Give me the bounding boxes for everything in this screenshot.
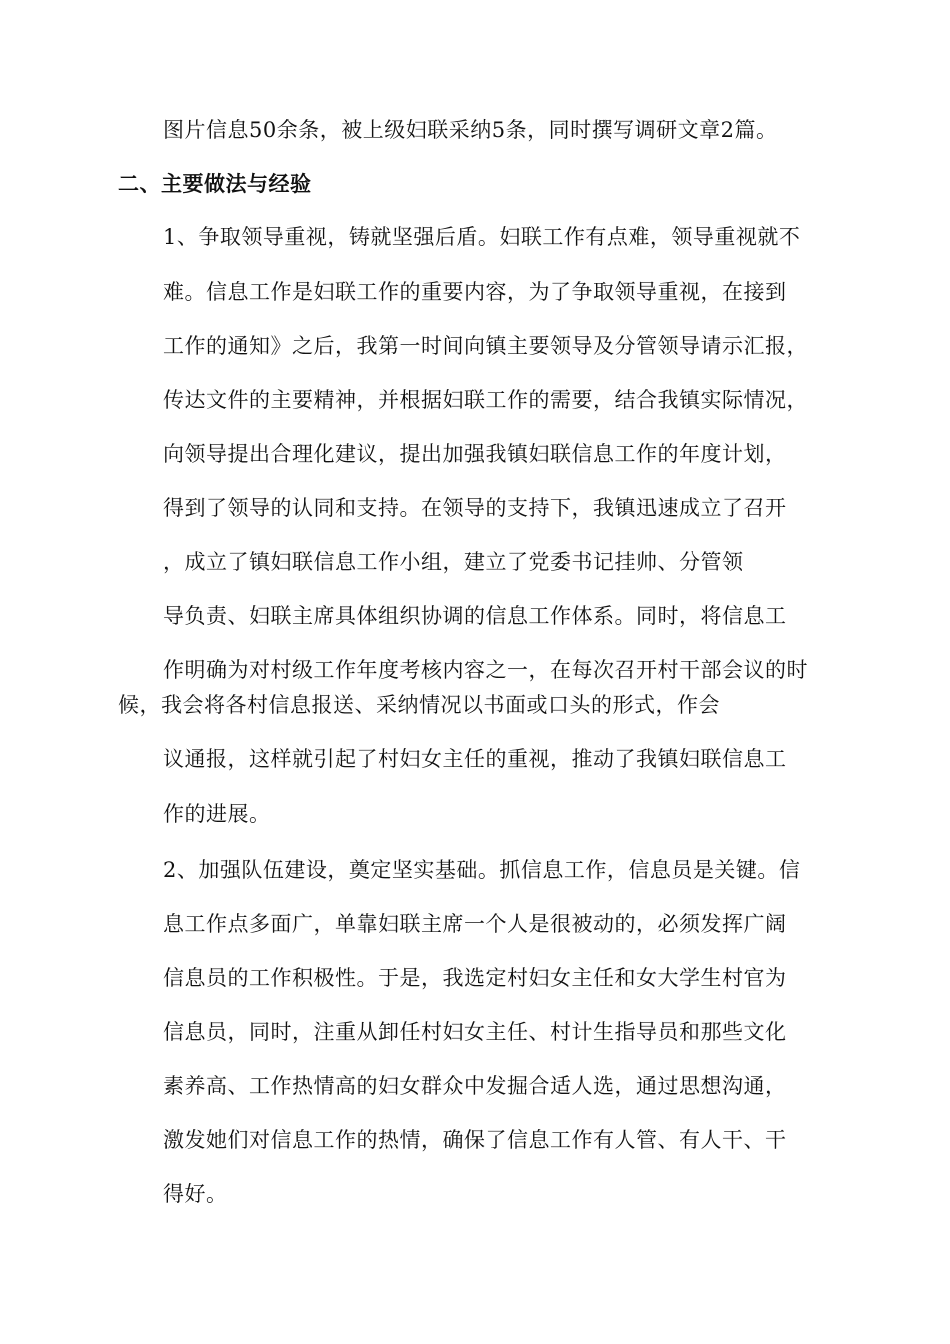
text-line-13: 议通报，这样就引起了村妇女主任的重视，推动了我镇妇联信息工 — [163, 747, 787, 771]
text-line-3: 1、争取领导重视，铸就坚强后盾。妇联工作有点难，领导重视就不 — [163, 225, 801, 249]
text-line-10: 导负责、妇联主席具体组织协调的信息工作体系。同时，将信息工 — [163, 604, 787, 628]
text-line-6: 传达文件的主要精神，并根据妇联工作的需要，结合我镇实际情况， — [163, 388, 808, 412]
text-line-7: 向领导提出合理化建议，提出加强我镇妇联信息工作的年度计划， — [163, 442, 787, 466]
text-line-12: 候，我会将各村信息报送、采纳情况以书面或口头的形式，作会 — [118, 693, 720, 717]
text-line-19: 素养高、工作热情高的妇女群众中发掘合适人选，通过思想沟通， — [163, 1074, 787, 1098]
text-line-20: 激发她们对信息工作的热情，确保了信息工作有人管、有人干、干 — [163, 1128, 787, 1152]
text-line-16: 息工作点多面广，单靠妇联主席一个人是很被动的，必须发挥广阔 — [163, 912, 787, 936]
text-line-4: 难。信息工作是妇联工作的重要内容，为了争取领导重视，在接到 — [163, 280, 787, 304]
text-line-14: 作的进展。 — [163, 802, 271, 826]
text-line-21: 得好。 — [163, 1182, 228, 1206]
text-line-8: 得到了领导的认同和支持。在领导的支持下，我镇迅速成立了召开 — [163, 496, 787, 520]
text-line-18: 信息员，同时，注重从卸任村妇女主任、村计生指导员和那些文化 — [163, 1020, 787, 1044]
text-line-5: 工作的通知》之后，我第一时间向镇主要领导及分管领导请示汇报， — [163, 334, 808, 358]
text-line-17: 信息员的工作积极性。于是，我选定村妇女主任和女大学生村官为 — [163, 966, 787, 990]
text-line-11: 作明确为对村级工作年度考核内容之一，在每次召开村干部会议的时 — [163, 658, 808, 682]
text-line-9: ，成立了镇妇联信息工作小组，建立了党委书记挂帅、分管领 — [163, 550, 744, 574]
text-line-1: 图片信息50余条，被上级妇联采纳5条，同时撰写调研文章2篇。 — [163, 118, 778, 142]
text-line-15: 2、加强队伍建设，奠定坚实基础。抓信息工作，信息员是关键。信 — [163, 858, 801, 882]
section-heading: 二、主要做法与经验 — [118, 172, 312, 196]
